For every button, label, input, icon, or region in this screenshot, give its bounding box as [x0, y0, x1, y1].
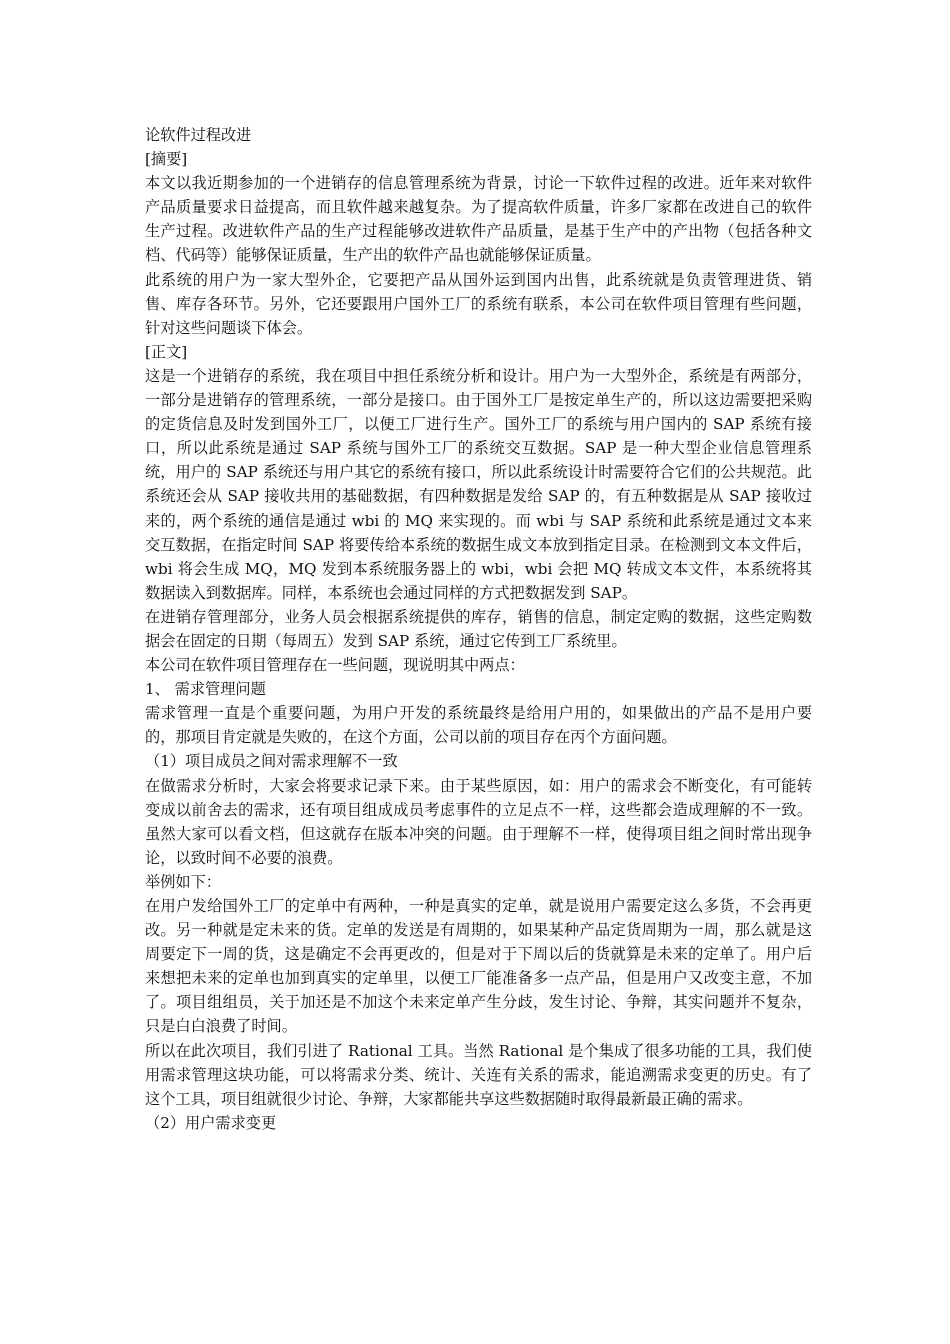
body-paragraph-3: 本公司在软件项目管理存在一些问题，现说明其中两点： — [145, 656, 525, 675]
example-label: 举例如下： — [145, 872, 221, 891]
abstract-paragraph-1: 本文以我近期参加的一个进销存的信息管理系统为背景，讨论一下软件过程的改进。近年来对软件产品质量要求日益提高，而且软件越来越复杂。为了提高软件质量，许多厂家都在改进自己的软件生产过程。改进软件产品的生产过程能够改进软件产品质量，是基于生产中的产出物（包括各种文档、代码等）能够保证质量，生产出的软件产品也就能够保证质量。 — [145, 174, 812, 265]
subsection-1-heading: （1）项目成员之间对需求理解不一致 — [145, 752, 398, 771]
body-paragraph-1: 这是一个进销存的系统，我在项目中担任系统分析和设计。用户为一大型外企，系统是有两部分，一部分是进销存的管理系统，一部分是接口。由于国外工厂是按定单生产的，所以这边需要把采购的定货信息及时发到国外工厂，以便工厂进行生产。国外工厂的系统与用户国内的 SAP 系统有接口，所以此系统是通过 SAP 系统与国外工厂的系统交互数据。SAP 是一种大型企业信息管理系统，用户的 SAP 系统还与用户其它的系统有接口，所以此系统设计时需要符合它们的公共规范。此系统还会从 SAP 接收共用的基础数据，有四种数据是发给 SAP 的，有五种数据是从 SAP 接收过来的，两个系统的通信是通过 wbi 的 MQ 来实现的。而 wbi 与 SAP 系统和此系统是通过文本来交互数据，在指定时间 SAP 将要传给本系统的数据生成文本放到指定目录。在检测到文本文件后，wbi 将会生成 MQ，MQ 发到本系统服务器上的 wbi，wbi 会把 MQ 转成文本文件，本系统将其数据读入到数据库。同样，本系统也会通过同样的方式把数据发到 SAP。 — [145, 366, 812, 602]
subsection-2-heading: （2）用户需求变更 — [145, 1113, 277, 1132]
section-1-paragraph: 需求管理一直是个重要问题，为用户开发的系统最终是给用户用的，如果做出的产品不是用户要的，那项目肯定就是失败的，在这个方面，公司以前的项目存在丙个方面问题。 — [145, 704, 812, 747]
document-title: 论软件过程改进 — [145, 126, 252, 144]
document-page — [145, 123, 812, 1135]
rational-paragraph: 所以在此次项目，我们引进了 Rational 工具。当然 Rational 是个集成了很多功能的工具，我们使用需求管理这块功能，可以将需求分类、统计、关连有关系的需求，能追溯需求变更的历史。有了这个工具，项目组就很少讨论、争辩，大家都能共享这些数据随时取得最新最正确的需求。 — [145, 1041, 812, 1108]
subsection-1-paragraph: 在做需求分析时，大家会将要求记录下来。由于某些原因，如：用户的需求会不断变化，有可能转变成以前舍去的需求，还有项目组成成员考虑事件的立足点不一样，这些都会造成理解的不一致。虽然大家可以看文档，但这就存在版本冲突的问题。由于理解不一样，使得项目组之间时常出现争论，以致时间不必要的浪费。 — [145, 776, 812, 867]
example-paragraph: 在用户发给国外工厂的定单中有两种，一种是真实的定单，就是说用户需要定这么多货，不会再更改。另一种就是定未来的货。定单的发送是有周期的，如果某种产品定货周期为一周，那么就是这周要定下一周的货，这是确定不会再更改的，但是对于下周以后的货就算是未来的定单了。用户后来想把未来的定单也加到真实的定单里，以便工厂能准备多一点产品，但是用户又改变主意，不加了。项目组组员，关于加还是不加这个未来定单产生分歧，发生讨论、争辩，其实问题并不复杂，只是白白浪费了时间。 — [145, 897, 812, 1036]
abstract-paragraph-2: 此系统的用户为一家大型外企，它要把产品从国外运到国内出售，此系统就是负责管理进货、销售、库存各环节。另外，它还要跟用户国外工厂的系统有联系，本公司在软件项目管理有些问题，针对这些问题谈下体会。 — [145, 270, 812, 337]
section-1-heading: 1、 需求管理问题 — [145, 680, 266, 699]
body-heading: [正文] — [145, 342, 188, 361]
abstract-heading: [摘要] — [145, 150, 188, 169]
body-paragraph-2: 在进销存管理部分，业务人员会根据系统提供的库存，销售的信息，制定定购的数据，这些定购数据会在固定的日期（每周五）发到 SAP 系统，通过它传到工厂系统里。 — [145, 607, 812, 650]
